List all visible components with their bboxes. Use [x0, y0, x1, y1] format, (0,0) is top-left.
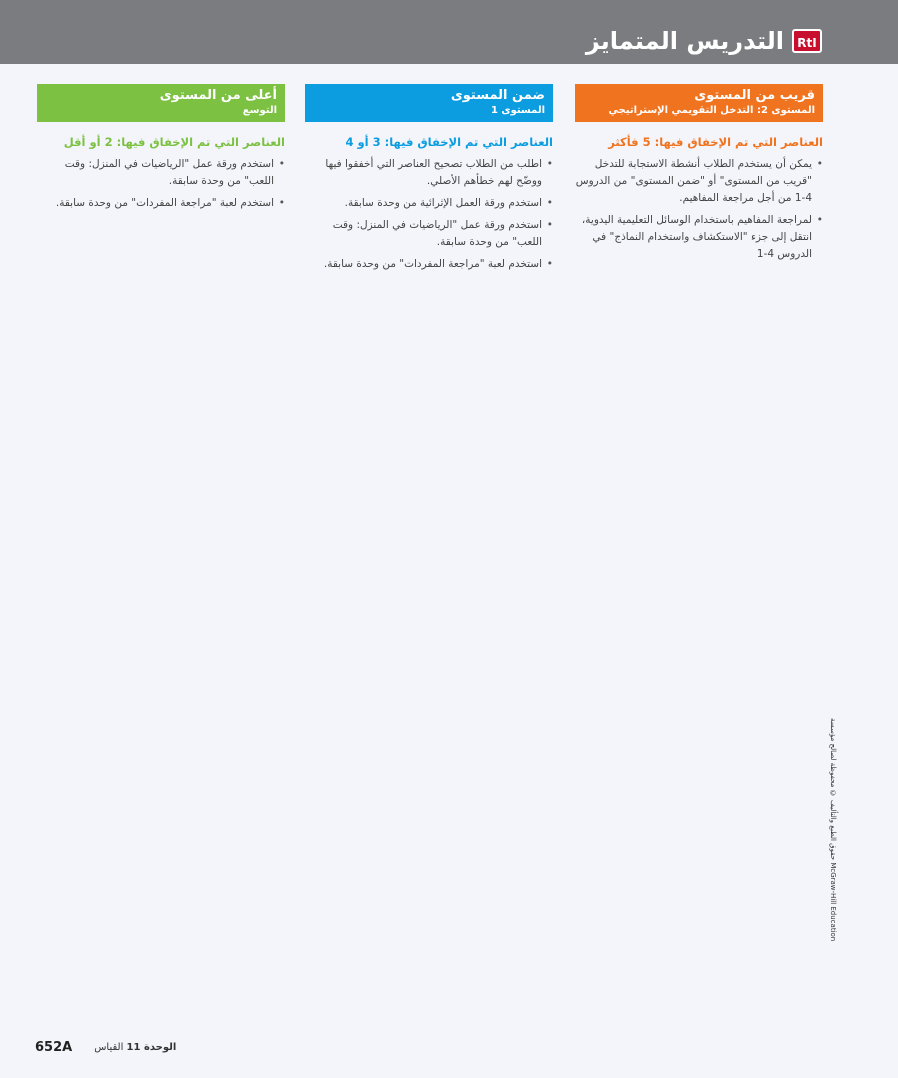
column-header [37, 84, 285, 122]
page-title-group [586, 27, 822, 55]
column-title: قريب من المستوى [694, 88, 815, 103]
column-header [575, 84, 823, 122]
page-number: 652A [35, 1040, 73, 1055]
column-subtitle: المستوى 2: التدخل التقويمي الإستراتيجي [608, 105, 815, 116]
list-item: • استخدم ورقة عمل "الرياضيات في المنزل: وقت اللعب" من وحدة سابقة. [332, 219, 553, 248]
unit-number: الوحدة 11 [126, 1042, 177, 1053]
column-beyond-level [37, 84, 285, 217]
column-approaching-level [575, 84, 823, 268]
rti-badge-icon: RtI [792, 29, 822, 53]
list-item: • استخدم ورقة العمل الإثرائية من وحدة سابقة. [305, 195, 553, 212]
suggestion-list [37, 156, 285, 212]
unit-label [94, 1042, 176, 1053]
suggestion-list [575, 156, 823, 263]
column-subtitle: التوسع [242, 105, 277, 116]
page-footer [35, 1040, 176, 1055]
list-item: • يمكن أن يستخدم الطلاب أنشطة الاستجابة للتدخل "قريب من المستوى" أو "ضمن المستوى" من الدروس 4-1 من أجل مراجعة المفاهيم. [575, 158, 823, 204]
bullet-icon: • [816, 158, 823, 170]
bullet-icon: • [278, 158, 285, 170]
column-subtitle: المستوى 1 [490, 105, 545, 116]
missed-items-heading: العناصر التي تم الإخفاق فيها: 3 أو 4 [345, 135, 553, 149]
column-title: ضمن المستوى [450, 88, 545, 103]
list-item: • استخدم لعبة "مراجعة المفردات" من وحدة سابقة. [37, 195, 285, 212]
list-item: • اطلب من الطلاب تصحيح العناصر التي أخفقوا فيها ووضّح لهم خطأهم الأصلي. [325, 158, 553, 187]
missed-items-heading: العناصر التي تم الإخفاق فيها: 5 فأكثر [608, 135, 823, 149]
bullet-icon: • [546, 219, 553, 231]
missed-items-heading: العناصر التي تم الإخفاق فيها: 2 أو أقل [63, 135, 285, 149]
bullet-icon: • [546, 258, 553, 270]
unit-topic: القياس [94, 1042, 124, 1053]
column-title: أعلى من المستوى [159, 88, 277, 103]
column-on-level [305, 84, 553, 278]
copyright-credit: حقوق الطبع والتأليف © محفوظة لصالح مؤسسة McGraw-Hill Education [829, 718, 837, 942]
bullet-icon: • [816, 214, 823, 226]
page-title: التدريس المتمايز [585, 27, 784, 55]
bullet-icon: • [546, 158, 553, 170]
list-item: • استخدم ورقة عمل "الرياضيات في المنزل: وقت اللعب" من وحدة سابقة. [64, 158, 285, 187]
bullet-icon: • [278, 197, 285, 209]
suggestion-list [305, 156, 553, 273]
list-item: • لمراجعة المفاهيم باستخدام الوسائل التعليمية اليدوية، انتقل إلى جزء "الاستكشاف واستخدام النماذج" في الدروس 4-1 [581, 214, 823, 260]
column-header [305, 84, 553, 122]
bullet-icon: • [546, 197, 553, 209]
list-item: • استخدم لعبة "مراجعة المفردات" من وحدة سابقة. [305, 256, 553, 273]
